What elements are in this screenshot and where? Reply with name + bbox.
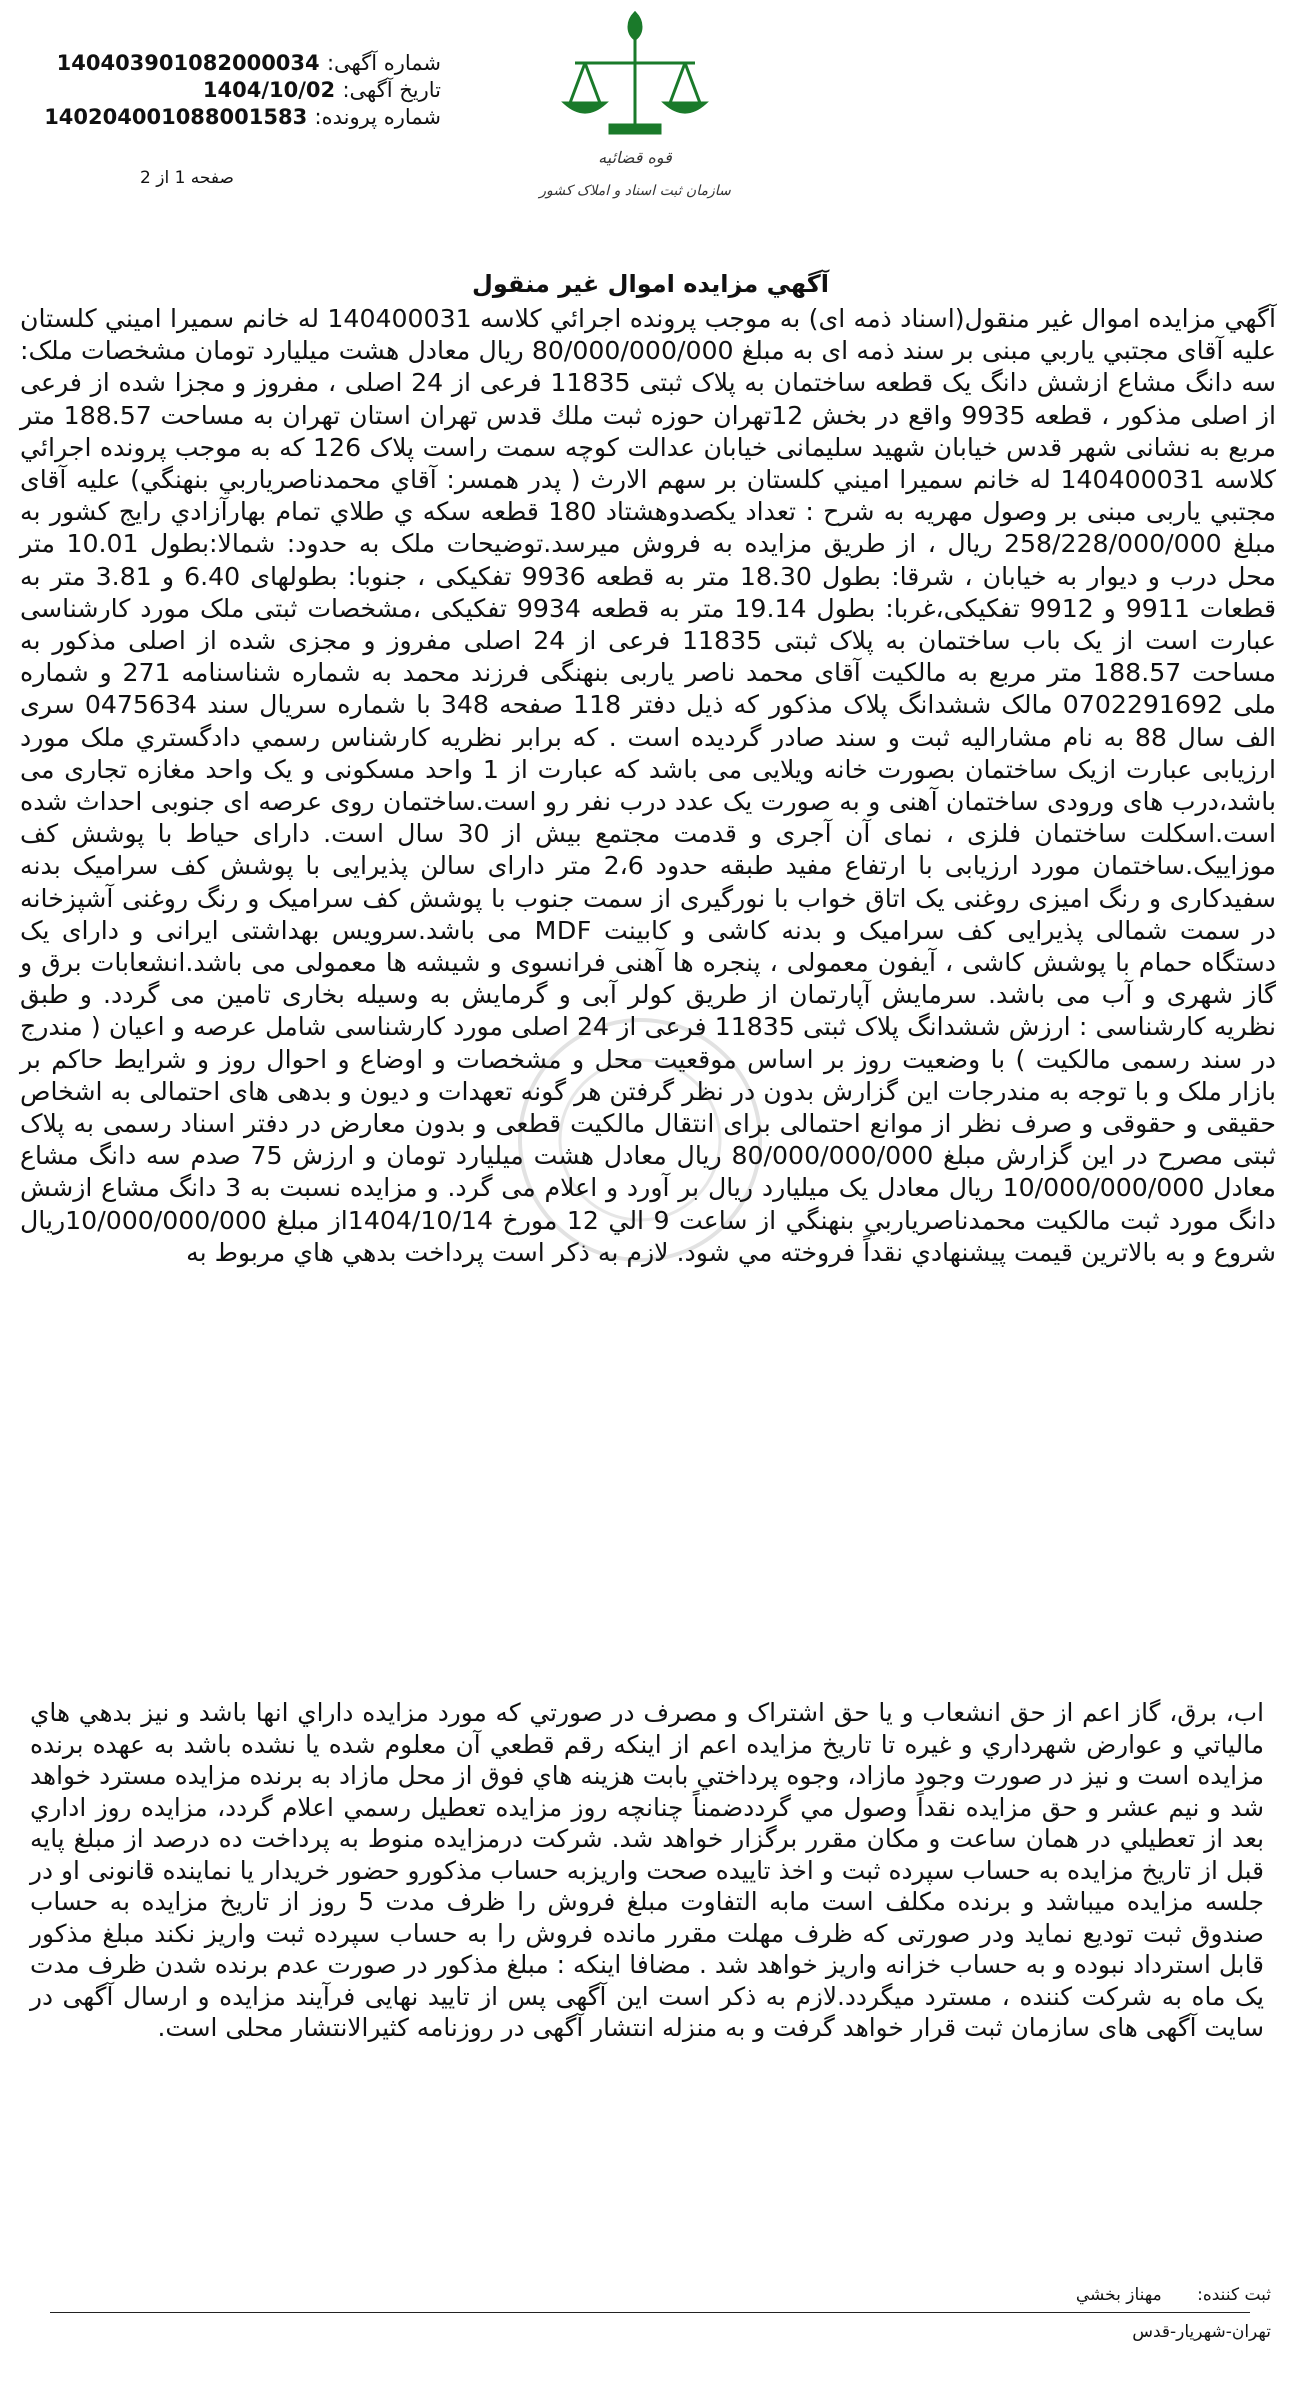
footer-divider bbox=[50, 2312, 1250, 2313]
notice-body-paragraph-2: اب، برق، گاز اعم از حق انشعاب و يا حق اشتراک و مصرف در صورتي که مورد مزايده داراي انها باشد و نيز بدهي هاي مالياتي و عوارض شهرداري و غيره تا تاريخ مزايده اعم از اينکه رقم قطعي آن معلوم شده يا نشده باشد به عهده برنده مزايده است و نيز در صورت وجود مازاد، وجوه پرداختي بابت هزينه هاي فوق از محل مازاد به برنده مزايده مسترد خواهد شد و نیم عشر و حق مزايده نقداً وصول مي گرددضمناً چنانچه روز مزايده تعطيل رسمي اعلام گردد، مزايده روز اداري بعد از تعطيلي در همان ساعت و مکان مقرر برگزار خواهد شد. شرکت درمزایده منوط به پرداخت ده درصد از مبلغ پایه قبل از تاریخ مزایده به حساب سپرده ثبت و اخذ تاییده صحت واریزبه حساب مذکورو حضور خریدار یا نماینده قانونی او در جلسه مزایده میباشد و برنده مکلف است مابه التفاوت مبلغ فروش را ظرف مدت 5 روز از تاریخ مزایده به حساب صندوق ثبت تودیع نماید ودر صورتی که ظرف مهلت مقرر مانده فروش را به حساب سپرده ثبت واریز نکند مبلغ مذکور قابل استرداد نبوده و به حساب خزانه واریز خواهد شد . مضافا اینکه : مبلغ مذکور در صورت عدم برنده شدن ظرف مدت یک ماه به شرکت کننده ، مسترد میگردد.لازم به ذکر است این آگهی پس از تایید نهایی فرآیند مزایده و ارسال آگهی در سایت آگهی های سازمان ثبت قرار خواهد گرفت و به منزله انتشار آگهی در روزنامه کثیرالانتشار محلی است. bbox=[30, 1698, 1264, 2042]
case-number: 140204001088001583 bbox=[44, 105, 308, 129]
notice-date-label: تاریخ آگهی: bbox=[342, 78, 441, 102]
notice-meta bbox=[44, 50, 441, 131]
notice-date-line bbox=[44, 77, 441, 104]
case-number-label: شماره پرونده: bbox=[314, 105, 441, 129]
registrar-label: ثبت کننده: bbox=[1197, 2285, 1271, 2305]
notice-date: 1404/10/02 bbox=[202, 78, 336, 102]
page-indicator: صفحه 1 از 2 bbox=[140, 168, 234, 188]
judiciary-emblem-icon bbox=[520, 5, 750, 215]
region-label: تهران-شهريار-قدس bbox=[1132, 2322, 1271, 2342]
registrar-name: مهناز بخشي bbox=[1075, 2285, 1162, 2305]
emblem-caption-line1: قوه قضائیه bbox=[598, 148, 672, 167]
notice-number: 140403901082000034 bbox=[56, 51, 320, 75]
case-number-line bbox=[44, 104, 441, 131]
emblem-caption-line2: سازمان ثبت اسناد و املاک کشور bbox=[539, 183, 731, 199]
page-title: آگهي مزايده اموال غير منقول bbox=[472, 270, 829, 298]
notice-number-label: شماره آگهی: bbox=[326, 51, 441, 75]
notice-body-paragraph-1: آگهي مزايده اموال غير منقول(اسناد ذمه ای) به موجب پرونده اجرائي کلاسه 140400031 له خانم سميرا اميني کلستان عليه آقای مجتبي ياربي مبنی بر سند ذمه ای به مبلغ 80/000/000/000 ريال معادل هشت ميليارد تومان مشخصات ملک: سه دانگ مشاع ازشش دانگ یک قطعه ساختمان به پلاک ثبتی 11835 فرعی از 24 اصلی ، مفروز و مجزا شده از فرعی از اصلی مذکور ، قطعه 9935 واقع در بخش 12تهران حوزه ثبت ملك قدس تهران استان تهران به مساحت 188.57 متر مربع به نشانی شهر قدس خیابان شهید سلیمانی خیابان عدالت کوچه سمت راست پلاک 126 که به موجب پرونده اجرائي کلاسه 140400031 له خانم سميرا اميني کلستان بر سهم الارث ( پدر همسر: آقاي محمدناصرياربي بنهنگي) عليه آقای مجتبي ياربی مبنی بر وصول مهريه به شرح : تعداد يکصدوهشتاد 180 قطعه سکه ي طلاي تمام بهارآزادي رايج کشور به مبلغ 258/228/000/000 ريال ، از طريق مزايده به فروش ميرسد.توضيحات ملک به حدود: شمالا:بطول 10.01 متر محل درب و دیوار به خیابان ، شرقا: بطول 18.30 متر به قطعه 9936 تفکیکی ، جنوبا: بطولهای 6.40 و 3.81 متر به قطعات 9911 و 9912 تفکیکی،غربا: بطول 19.14 متر به قطعه 9934 تفکیکی ،مشخصات ثبتی ملک مورد کارشناسی عبارت است از یک باب ساختمان به پلاک ثبتی 11835 فرعی از 24 اصلی مفروز و مجزی شده از اصلی مذکور به مساحت 188.57 متر مربع به مالکیت آقای محمد ناصر یاربی بنهنگی فرزند محمد به شماره شناسنامه 271 و شماره ملی 0702291692 مالک ششدانگ پلاک مذکور که ذیل دفتر 118 صفحه 348 با شماره سریال سند 0475634 سری الف سال 88 به نام مشارالیه ثبت و سند صادر گردیده است . که برابر نظريه کارشناس رسمي دادگستري ملک مورد ارزيابی عبارت ازیک ساختمان بصورت خانه ویلایی می باشد که عبارت از 1 واحد مسکونی و یک واحد مغازه تجاری می باشد،درب های ورودی ساختمان آهنی و به صورت یک عدد درب نفر رو است.ساختمان روی عرصه ای جنوبی احداث شده است.اسکلت ساختمان فلزی ، نمای آن آجری و قدمت مجتمع بیش از 30 سال است. دارای حیاط با پوشش کف موزاییک.ساختمان مورد ارزیابی با ارتفاع مفید طبقه حدود 2،6 متر دارای سالن پذیرایی با پوشش کف سرامیک بدنه سفیدکاری و رنگ امیزی روغنی یک اتاق خواب با نورگیری از سمت جنوب با پوشش کف سرامیک و رنگ روغنی آشپزخانه در سمت شمالی پذیرایی کف سرامیک و بدنه کاشی و کابینت MDF می باشد.سرویس بهداشتی ایرانی و دارای یک دستگاه حمام با پوشش کاشی ، آیفون معمولی ، پنجره ها آهنی فرانسوی و شیشه ها معمولی می باشد.انشعابات برق و گاز شهری و آب می باشد. سرمایش آپارتمان از طریق کولر آبی و گرمایش به وسیله بخاری تامین می گردد. و طبق نظریه کارشناسی : ارزش ششدانگ پلاک ثبتی 11835 فرعی از 24 اصلی مورد کارشناسی شامل عرصه و اعیان ( مندرج در سند رسمی مالکیت ) با وضعیت روز بر اساس موقعیت محل و مشخصات و اوضاع و احوال روز و شرایط حاکم بر بازار ملک و با توجه به مندرجات این گزارش بدون در نظر گرفتن هر گونه تعهدات و دیون و بدهی های احتمالی به اشخاص حقیقی و حقوقی و صرف نظر از موانع احتمالی برای انتقال مالکیت قطعی و بدون معارض در دفتر اسناد رسمی به پلاک ثبتی مصرح در این گزارش مبلغ 80/000/000/000 ریال معادل هشت میلیارد تومان و ارزش 75 صدم سه دانگ مشاع معادل 10/000/000/000 ریال معادل یک میلیارد ریال بر آورد و اعلام می گرد. و مزايده نسبت به 3 دانگ مشاع ازشش دانگ مورد ثبت مالکيت محمدناصرياربي بنهنگي از ساعت 9 الي 12 مورخ 1404/10/14از مبلغ 10/000/000/000ريال شروع و به بالاترين قيمت پيشنهادي نقداً فروخته مي شود. لازم به ذکر است پرداخت بدهي هاي مربوط به bbox=[20, 304, 1277, 1267]
notice-number-line bbox=[44, 50, 441, 77]
registrar bbox=[1076, 2285, 1271, 2305]
